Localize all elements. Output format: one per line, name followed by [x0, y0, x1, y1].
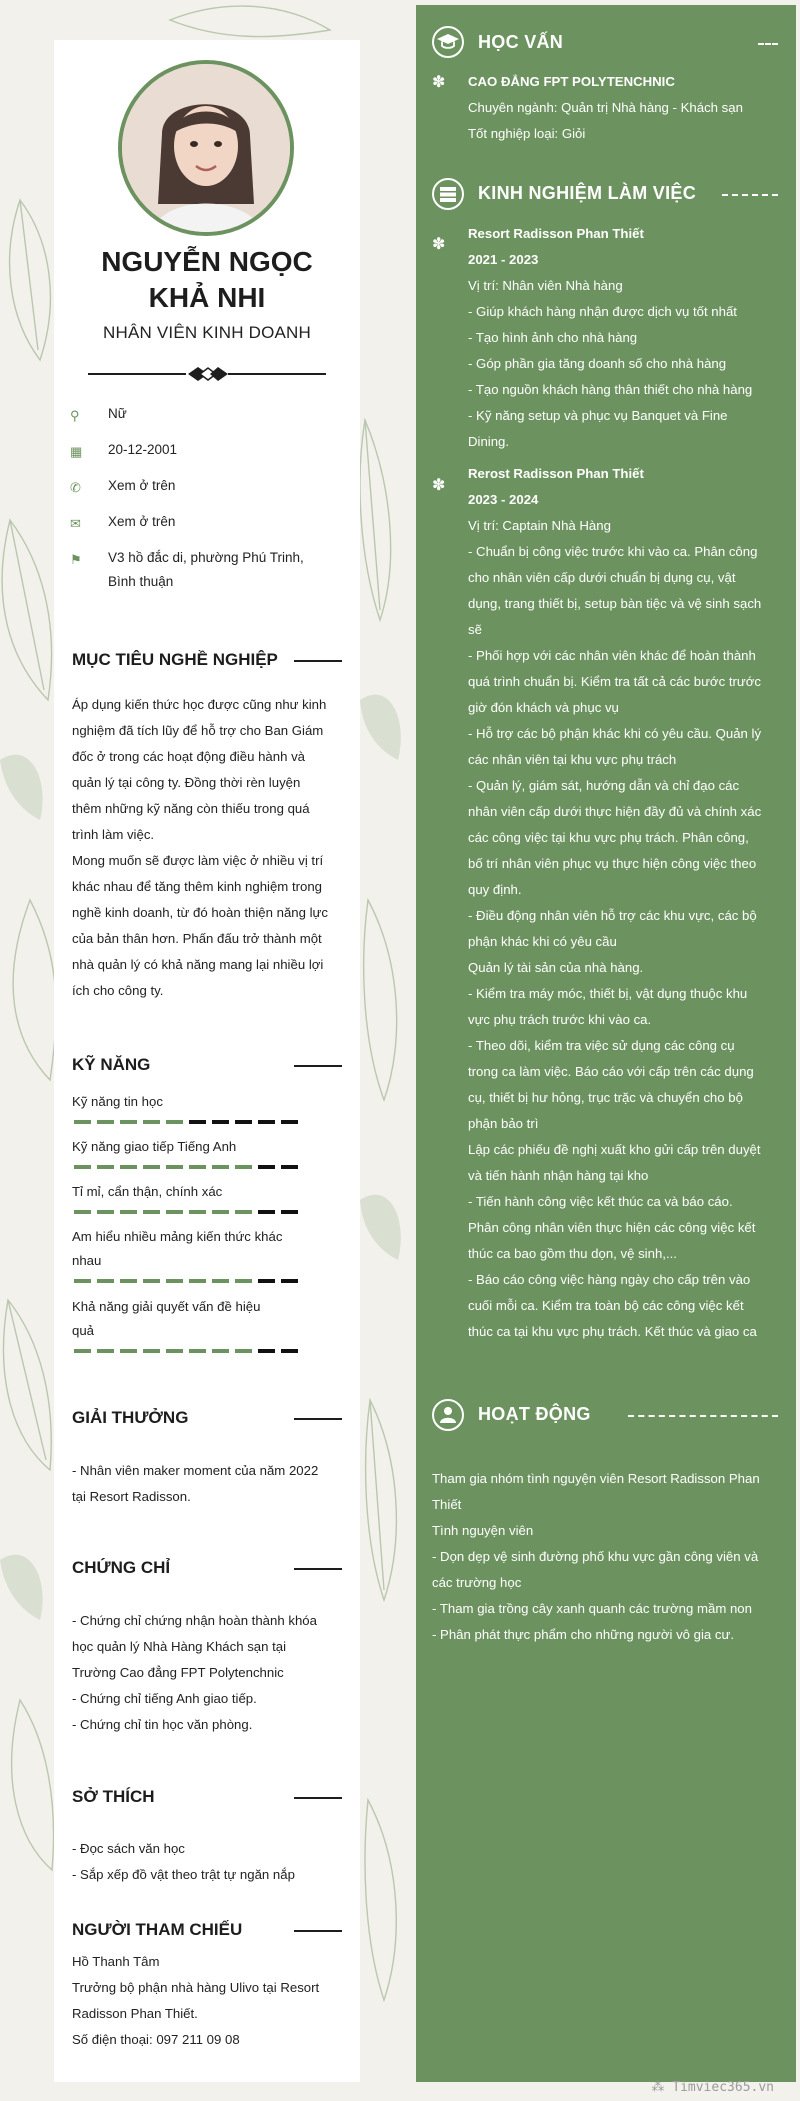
skill-segment-empty	[281, 1349, 298, 1353]
people-icon	[432, 1399, 464, 1431]
skill-name: Tỉ mỉ, cẩn thận, chính xác	[72, 1184, 223, 1199]
skill-segment-filled	[143, 1349, 160, 1353]
job-line: - Hỗ trợ các bộ phận khác khi có yêu cầu. Quản lý	[468, 726, 762, 741]
education-line: Chuyên ngành: Quản trị Nhà hàng - Khách sạn	[468, 100, 743, 115]
references-line: Trưởng bộ phận nhà hàng Ulivo tại Resort	[72, 1980, 320, 1995]
info-address-line-2: Bình thuận	[108, 574, 174, 589]
skill-segment-filled	[143, 1165, 160, 1169]
info-birthday-text: 20-12-2001	[108, 442, 178, 457]
info-address-line-1: V3 hồ đắc di, phường Phú Trinh,	[108, 550, 304, 565]
skill-name-line-2: nhau	[72, 1253, 102, 1268]
job-company: Resort Radisson Phan Thiết	[468, 226, 644, 241]
skill-segment-filled	[212, 1210, 229, 1214]
awards-title: GIẢI THƯỞNG	[72, 1408, 189, 1427]
job-line: - Theo dõi, kiểm tra việc sử dụng các công cụ	[468, 1038, 735, 1053]
gender-icon: ⚲	[70, 408, 80, 423]
job-line: - Báo cáo công việc hàng ngày cho cấp trên vào	[468, 1272, 751, 1287]
certificates-text	[72, 1608, 342, 1738]
name-line-2: KHẢ NHI	[148, 282, 266, 313]
graduation-cap-icon	[432, 26, 464, 58]
birthday-icon: ▦	[70, 444, 83, 459]
skill-segment-filled	[120, 1165, 137, 1169]
activity-line: các trường học	[432, 1575, 522, 1590]
books-icon	[432, 178, 464, 210]
activity-line: Thiết	[432, 1497, 462, 1512]
references-title-line	[294, 1930, 342, 1932]
job-line: Vị trí: Captain Nhà Hàng	[468, 518, 611, 533]
flower-bullet-icon: ✽	[432, 74, 446, 91]
email-icon: ✉	[70, 516, 81, 531]
footer-brand: Timviec365.vn	[672, 2080, 774, 2095]
skill-segment-empty	[281, 1279, 298, 1283]
skill-name	[72, 1225, 342, 1273]
job-line: Vị trí: Nhân viên Nhà hàng	[468, 278, 623, 293]
skill-segment-filled	[235, 1279, 252, 1283]
name-line-1: NGUYỄN NGỌC	[101, 246, 313, 277]
info-email	[70, 510, 350, 534]
flower-bullet-icon: ✽	[432, 236, 446, 253]
skill-segment-empty	[258, 1120, 275, 1124]
info-email-text: Xem ở trên	[108, 514, 176, 529]
skills-title: KỸ NĂNG	[72, 1055, 151, 1074]
job-line: cho nhân viên cấp dưới chuẩn bị dụng cụ, vật	[468, 570, 736, 585]
skill-segment-filled	[143, 1120, 160, 1124]
hobbies-title-line	[294, 1797, 342, 1799]
education-line: Tốt nghiệp loại: Giỏi	[468, 126, 586, 141]
education-detail	[468, 69, 778, 147]
location-icon: ⚑	[70, 552, 82, 567]
skill-segment-filled	[120, 1279, 137, 1283]
experience-job-1	[468, 221, 778, 455]
skill-segment-filled	[166, 1279, 183, 1283]
skill-segment-filled	[97, 1349, 114, 1353]
skill-segment-filled	[74, 1279, 91, 1283]
education-title-dash	[758, 43, 778, 47]
skill-segment-filled	[74, 1349, 91, 1353]
certificates-line: Trường Cao đẳng FPT Polytenchnic	[72, 1665, 284, 1680]
job-line: nhân viên cấp dưới thực hiện đầy đủ và chính xác	[468, 804, 762, 819]
skill-segment-filled	[235, 1165, 252, 1169]
activities-text	[432, 1466, 778, 1648]
skill-segment-filled	[120, 1349, 137, 1353]
skill-segment-filled	[189, 1210, 206, 1214]
references-text	[72, 1949, 342, 2053]
certificates-title: CHỨNG CHỈ	[72, 1558, 171, 1577]
education-title: HỌC VẤN	[478, 32, 564, 52]
skill-segment-empty	[281, 1210, 298, 1214]
skill-segment-filled	[74, 1210, 91, 1214]
job-line: dụng, trang thiết bị, setup bàn tiệc và vệ sinh sạch	[468, 596, 762, 611]
activities-title-dash	[628, 1415, 778, 1419]
skill-name-line-2: quả	[72, 1323, 95, 1338]
job-line: - Tạo nguồn khách hàng thân thiết cho nhà hàng	[468, 382, 753, 397]
skill-segment-empty	[281, 1165, 298, 1169]
info-address-text	[108, 546, 360, 594]
hobbies-line: - Sắp xếp đồ vật theo trật tự ngăn nắp	[72, 1867, 295, 1882]
job-line: sẽ	[468, 622, 482, 637]
certificates-line: - Chứng chỉ tiếng Anh giao tiếp.	[72, 1691, 257, 1706]
skill-bar	[74, 1210, 298, 1214]
skill-segment-empty	[235, 1120, 252, 1124]
activity-line: - Tham gia trồng cây xanh quanh các trường mầm non	[432, 1601, 752, 1616]
skill-segment-filled	[97, 1279, 114, 1283]
objective-text	[72, 692, 342, 1004]
certificates-title-line	[294, 1568, 342, 1570]
skill-segment-filled	[143, 1210, 160, 1214]
objective-line: thêm những kỹ năng còn thiếu trong quá	[72, 801, 310, 816]
info-gender-text: Nữ	[108, 406, 127, 421]
info-address	[70, 546, 350, 598]
job-line: quy định.	[468, 882, 522, 897]
certificates-line: học quản lý Nhà Hàng Khách sạn tại	[72, 1639, 287, 1654]
hobbies-text	[72, 1836, 342, 1888]
job-line: - Quản lý, giám sát, hướng dẫn và chỉ đạo các	[468, 778, 740, 793]
job-line: và tiến hành nhận hàng tại kho	[468, 1168, 649, 1183]
info-phone	[70, 474, 350, 498]
job-line: quá trình chuẩn bị. Kiểm tra tất cả các bước trước	[468, 674, 761, 689]
job-line: các nhân viên tại khu vực phụ trách	[468, 752, 677, 767]
skill-segment-empty	[258, 1279, 275, 1283]
job-period: 2023 - 2024	[468, 492, 539, 507]
candidate-name	[54, 244, 360, 316]
skill-bar	[74, 1349, 298, 1353]
skills-title-line	[294, 1065, 342, 1067]
job-line: các công việc tại khu vực phụ trách. Phân công,	[468, 830, 749, 845]
job-line: vực phụ trách trước khi vào ca.	[468, 1012, 652, 1027]
certificates-line: - Chứng chỉ chứng nhận hoàn thành khóa	[72, 1613, 317, 1628]
skill-segment-filled	[97, 1210, 114, 1214]
skill-name: Kỹ năng giao tiếp Tiếng Anh	[72, 1139, 237, 1154]
skill-name-line-1: Am hiểu nhiều mảng kiến thức khác	[72, 1229, 283, 1244]
skill-name	[72, 1295, 342, 1343]
skill-bar	[74, 1165, 298, 1169]
job-line: - Tạo hình ảnh cho nhà hàng	[468, 330, 638, 345]
avatar	[118, 60, 294, 236]
job-line: Quản lý tài sản của nhà hàng.	[468, 960, 644, 975]
activity-line: - Phân phát thực phẩm cho những người vô gia cư.	[432, 1627, 735, 1642]
skill-segment-filled	[166, 1165, 183, 1169]
job-line: - Góp phần gia tăng doanh số cho nhà hàng	[468, 356, 727, 371]
skill-segment-filled	[212, 1349, 229, 1353]
skill-segment-filled	[189, 1165, 206, 1169]
hobbies-title: SỞ THÍCH	[72, 1787, 155, 1806]
skill-segment-empty	[258, 1210, 275, 1214]
info-phone-text: Xem ở trên	[108, 478, 176, 493]
job-line: thúc ca bao gồm thu dọn, vệ sinh,...	[468, 1246, 677, 1261]
skill-segment-filled	[74, 1120, 91, 1124]
skill-segment-filled	[120, 1120, 137, 1124]
job-company: Rerost Radisson Phan Thiết	[468, 466, 644, 481]
skill-name-line-1: Khả năng giải quyết vấn đề hiệu	[72, 1299, 261, 1314]
job-line: phận khác khi có yêu cầu	[468, 934, 617, 949]
skill-segment-filled	[143, 1279, 160, 1283]
skill-segment-filled	[97, 1165, 114, 1169]
objective-line: Mong muốn sẽ được làm việc ở nhiều vị trí	[72, 853, 324, 868]
objective-title: MỤC TIÊU NGHỀ NGHIỆP	[72, 650, 278, 669]
job-line: phận bảo trì	[468, 1116, 539, 1131]
job-line: bố trí nhân viên phục vụ thực hiện công việc theo	[468, 856, 757, 871]
job-line: - Giúp khách hàng nhận được dịch vụ tốt nhất	[468, 304, 737, 319]
skill-segment-filled	[166, 1349, 183, 1353]
skill-segment-filled	[212, 1165, 229, 1169]
references-line: Số điện thoại: 097 211 09 08	[72, 2032, 240, 2047]
job-line: Dining.	[468, 434, 510, 449]
skill-bar	[74, 1279, 298, 1283]
job-line: trong ca làm việc. Báo cáo với cấp trên các dụng	[468, 1064, 754, 1079]
objective-line: quản lý tại công ty. Đồng thời rèn luyện	[72, 775, 301, 790]
objective-line: nghề kinh doanh, từ đó hoàn thiện năng lực	[72, 905, 328, 920]
skill-name: Kỹ năng tin học	[72, 1094, 163, 1109]
info-birthday	[70, 438, 350, 462]
experience-job-2	[468, 461, 778, 1345]
references-line: Radisson Phan Thiết.	[72, 2006, 198, 2021]
skill-segment-filled	[166, 1210, 183, 1214]
skill-bar	[74, 1120, 298, 1124]
job-line: - Kỹ năng setup và phục vụ Banquet và Fine	[468, 408, 728, 423]
objective-line: nhà quản lý có khả năng mang lại nhiều lợi	[72, 957, 324, 972]
objective-line: của bản thân hơn. Phấn đấu trở thành một	[72, 931, 322, 946]
job-line: cuối mỗi ca. Kiểm tra toàn bộ các công việc kết	[468, 1298, 744, 1313]
experience-title-dash	[722, 194, 778, 198]
awards-line: - Nhân viên maker moment của năm 2022	[72, 1463, 319, 1478]
watermark-icon: ⁂	[651, 2080, 673, 2095]
objective-line: nghiệm đã tích lũy để hỗ trợ cho Ban Giám	[72, 723, 324, 738]
job-period: 2021 - 2023	[468, 252, 539, 267]
objective-line: Áp dụng kiến thức học được cũng như kinh	[72, 697, 327, 712]
skill-segment-empty	[258, 1165, 275, 1169]
objective-line: đốc ở trong các hoạt động điều hành và	[72, 749, 306, 764]
skill-segment-filled	[212, 1279, 229, 1283]
job-line: - Tiến hành công việc kết thúc ca và báo cáo.	[468, 1194, 733, 1209]
activity-line: - Dọn dẹp vệ sinh đường phố khu vực gần công viên và	[432, 1549, 759, 1564]
education-school: CAO ĐẲNG FPT POLYTENCHNIC	[468, 74, 675, 89]
job-line: - Chuẩn bị công việc trước khi vào ca. Phân công	[468, 544, 758, 559]
skill-segment-filled	[166, 1120, 183, 1124]
activities-title: HOẠT ĐỘNG	[478, 1404, 591, 1424]
job-line: Lập các phiếu đề nghị xuất kho gửi cấp trên duyệt	[468, 1142, 761, 1157]
job-line: Phân công nhân viên thực hiện các công việc kết	[468, 1220, 756, 1235]
phone-icon: ✆	[70, 480, 81, 495]
references-title: NGƯỜI THAM CHIẾU	[72, 1920, 243, 1939]
skill-segment-filled	[74, 1165, 91, 1169]
skill-segment-filled	[189, 1279, 206, 1283]
name-divider	[88, 364, 326, 384]
activity-line: Tình nguyện viên	[432, 1523, 534, 1538]
flower-bullet-icon: ✽	[432, 477, 446, 494]
skill-segment-empty	[189, 1120, 206, 1124]
experience-title: KINH NGHIỆM LÀM VIỆC	[478, 183, 697, 203]
skill-segment-filled	[235, 1349, 252, 1353]
job-line: thúc ca tại khu vực phụ trách. Kết thúc và giao ca	[468, 1324, 757, 1339]
objective-line: ích cho công ty.	[72, 983, 164, 998]
skill-segment-filled	[189, 1349, 206, 1353]
skill-segment-filled	[235, 1210, 252, 1214]
awards-title-line	[294, 1418, 342, 1420]
info-gender	[70, 402, 350, 426]
skill-segment-filled	[120, 1210, 137, 1214]
certificates-line: - Chứng chỉ tin học văn phòng.	[72, 1717, 253, 1732]
footer-watermark	[651, 2080, 774, 2095]
skill-segment-empty	[212, 1120, 229, 1124]
hobbies-line: - Đọc sách văn học	[72, 1841, 185, 1856]
job-line: cụ, thiết bị hư hỏng, trục trặc và chuyển cho bộ	[468, 1090, 743, 1105]
activity-line: Tham gia nhóm tình nguyện viên Resort Radisson Phan	[432, 1471, 760, 1486]
awards-text	[72, 1458, 342, 1510]
job-line: - Kiểm tra máy móc, thiết bị, vật dụng thuộc khu	[468, 986, 748, 1001]
objective-line: trình làm việc.	[72, 827, 155, 842]
awards-line: tại Resort Radisson.	[72, 1489, 191, 1504]
profile-photo-icon	[122, 64, 290, 232]
skill-segment-empty	[258, 1349, 275, 1353]
job-line: giờ đón khách và phục vụ	[468, 700, 619, 715]
objective-line: khác nhau để tăng thêm kinh nghiệm trong	[72, 879, 322, 894]
job-title: NHÂN VIÊN KINH DOANH	[102, 323, 312, 342]
skill-segment-filled	[97, 1120, 114, 1124]
objective-title-line	[294, 660, 342, 662]
references-line: Hồ Thanh Tâm	[72, 1954, 160, 1969]
skill-segment-empty	[281, 1120, 298, 1124]
job-line: - Điều động nhân viên hỗ trợ các khu vực, các bộ	[468, 908, 757, 923]
job-line: - Phối hợp với các nhân viên khác để hoàn thành	[468, 648, 756, 663]
